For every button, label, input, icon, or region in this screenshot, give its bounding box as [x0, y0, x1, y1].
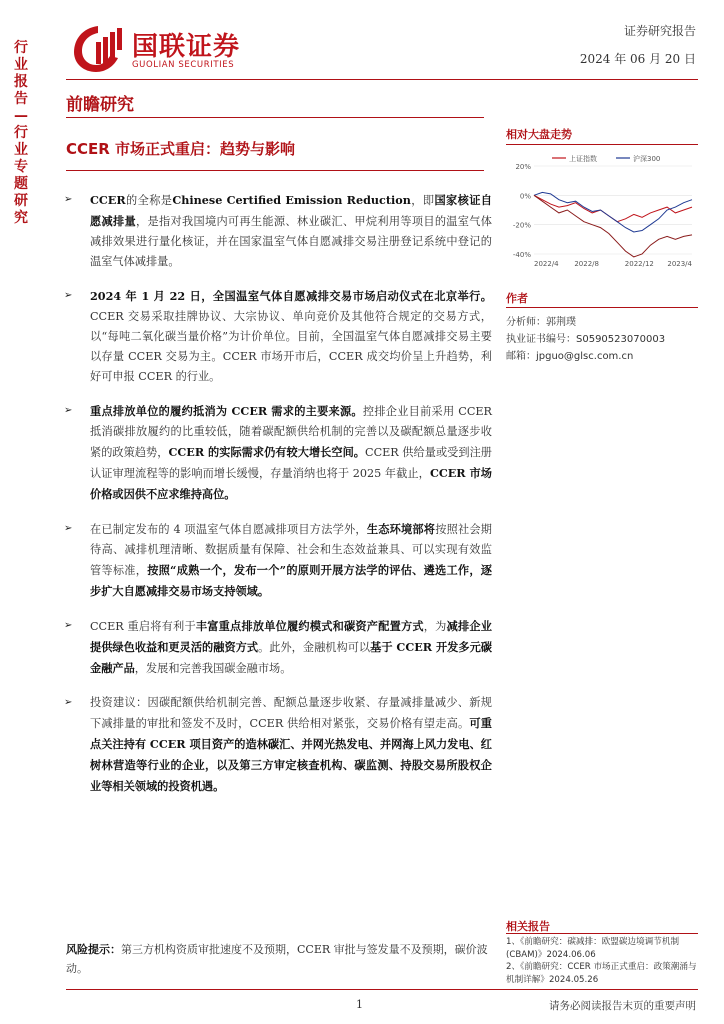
section-title: 前瞻研究	[66, 95, 134, 115]
headline-divider	[66, 170, 484, 171]
summary-bullet	[62, 616, 492, 679]
bullet-text: 控排企业目前采用 CCER 抵消碳排放履约的比重较低，随着碳配额供给机制的完善以及碳配额总量逐步收紧的政策趋势，	[90, 405, 492, 459]
summary-bullet	[62, 190, 492, 272]
bullet-text-bold: 减排企业提供绿色收益和更灵活的融资方式	[90, 619, 492, 654]
side-tag-char: 研	[14, 193, 28, 209]
bullet-text-bold: 丰富重点排放单位履约模式和碳资产配置方式	[195, 619, 424, 633]
side-tag-char: 告	[14, 91, 28, 107]
author-analyst-label: 分析师：	[506, 317, 546, 328]
bullet-text-bold: CCER 的实际需求仍有较大增长空间。	[168, 445, 366, 459]
side-tag-char: —	[14, 108, 28, 124]
bullet-text: ，即	[410, 194, 435, 207]
report-category-vertical-tag	[8, 40, 34, 240]
footer-divider	[66, 989, 698, 990]
chart-xtick-label: 2023/4	[667, 260, 692, 268]
author-title: 作者	[506, 292, 528, 305]
bullet-text: 的全称是	[125, 194, 173, 207]
chart-series-line	[534, 195, 692, 257]
related-reports-title: 相关报告	[506, 920, 550, 933]
author-email	[506, 347, 633, 362]
bullet-text: CCER 交易采取挂牌协议、大宗协议、单向竞价及其他符合规定的交易方式，以“每吨二氧化碳当量价格”为计价单位。目前，全国温室气体自愿减排交易主要以存量 CCER 交易为主。CCER 市场开市后，CCER 成交均价呈上升趋势，利好可申报 CCER 的行业。	[90, 310, 492, 383]
side-tag-char: 究	[14, 210, 28, 226]
side-tag-char: 行	[14, 40, 28, 56]
chart-xtick-label: 2022/12	[624, 260, 654, 268]
report-type: 证券研究报告	[623, 24, 696, 38]
summary-bullet	[62, 519, 492, 602]
related-report-item[interactable]: 2、《前瞻研究：CCER 市场正式重启：政策潮涌与机制详解》2024.05.26	[506, 962, 697, 985]
bullet-text: 按照社会期待高、减排机理清晰、数据质量有保障、社会和生态效益兼具、可以实现有效监管等标准，	[90, 523, 492, 577]
author-cert	[506, 330, 665, 345]
related-report-item[interactable]: 1、《前瞻研究：碳减排：欧盟碳边境调节机制(CBAM)》2024.06.06	[506, 937, 680, 960]
side-tag-char: 专	[14, 159, 28, 175]
bullet-text: CCER 重启将有利于	[90, 620, 196, 633]
section-divider	[66, 117, 484, 118]
bullet-text: 。此外，金融机构可以	[258, 641, 371, 654]
side-tag-char: 业	[14, 142, 28, 158]
chart-legend-label: 沪深300	[633, 155, 661, 163]
chart-ytick-label: -20%	[512, 221, 531, 230]
author-analyst	[506, 313, 576, 328]
bullet-text-bold: 按照“成熟一个，发布一个”的原则开展方法学的评估、遴选工作，逐步扩大自愿减排交易市场支持领域。	[90, 563, 492, 598]
summary-bullet	[62, 693, 492, 797]
footer-disclaimer: 请务必阅读报告末页的重要声明	[549, 1000, 696, 1012]
chart-legend-label: 上证指数	[569, 155, 597, 163]
chart-title: 相对大盘走势	[506, 128, 572, 141]
chart-ytick-label: 20%	[515, 163, 531, 171]
author-title-divider	[506, 307, 698, 308]
bullet-text-bold: 重点排放单位的履约抵消为 CCER 需求的主要来源。	[90, 404, 363, 418]
relative-performance-chart	[506, 150, 698, 272]
header-divider	[66, 79, 698, 80]
bullet-text-bold: CCER	[90, 193, 126, 207]
author-cert-label: 执业证书编号：	[506, 334, 576, 345]
bullet-text-bold: 生态环境部将	[366, 522, 436, 536]
bullet-text: ，是指对我国境内可再生能源、林业碳汇、甲烷利用等项目的温室气体减排效果进行量化核证，并在国家温室气体自愿减排交易注册登记系统中登记的温室气体减排量。	[90, 215, 492, 268]
bullet-text-bold: CCER 市场价格或因供不应求维持高位。	[90, 466, 492, 501]
logo-name-en: GUOLIAN SECURITIES	[132, 60, 235, 70]
bullet-text: ，为	[423, 620, 447, 633]
author-cert-value: S0590523070003	[576, 334, 666, 345]
bullet-text: 在已制定发布的 4 项温室气体自愿减排项目方法学外，	[90, 523, 367, 536]
report-date: 2024 年 06 月 20 日	[579, 52, 696, 66]
summary-bullet	[62, 286, 492, 387]
bullet-text: ，发展和完善我国碳金融市场。	[134, 662, 292, 675]
side-tag-char: 报	[14, 74, 28, 90]
chart-xtick-label: 2022/8	[574, 260, 599, 268]
report-headline: CCER 市场正式重启：趋势与影响	[66, 140, 296, 158]
bullet-text-bold: 基于 CCER 开发多元碳金融产品	[90, 640, 492, 675]
bullet-arrow-icon: ➢	[64, 697, 73, 708]
bullet-text-bold: Chinese Certified Emission Reduction	[172, 193, 411, 207]
side-tag-char: 题	[14, 176, 28, 192]
summary-bullets	[62, 190, 492, 811]
side-tag-char: 业	[14, 57, 28, 73]
bullet-arrow-icon: ➢	[64, 620, 73, 631]
related-reports-divider	[506, 933, 698, 934]
summary-bullet	[62, 401, 492, 505]
author-email-label: 邮箱：	[506, 351, 536, 362]
logo-name-cn: 国联证券	[132, 32, 241, 62]
risk-warning	[66, 940, 496, 978]
author-email-value[interactable]: jpguo@glsc.com.cn	[536, 351, 634, 362]
bullet-arrow-icon: ➢	[64, 290, 73, 301]
bullet-text-bold: 2024 年 1 月 22 日，全国温室气体自愿减排交易市场启动仪式在北京举行。	[90, 289, 492, 303]
risk-text: 第三方机构资质审批速度不及预期，CCER 审批与签发量不及预期，碳价波动。	[66, 943, 488, 975]
risk-label: 风险提示：	[66, 943, 121, 956]
chart-xtick-label: 2022/4	[534, 260, 559, 268]
page-number: 1	[356, 998, 363, 1011]
bullet-text: 投资建议：因碳配额供给机制完善、配额总量逐步收紧、存量减排量减少、新规下减排量的审批和签发不及时，CCER 供给相对紧张，交易价格有望走高。	[90, 696, 492, 730]
chart-title-divider	[506, 144, 698, 145]
side-tag-char: 行	[14, 125, 28, 141]
chart-ytick-label: 0%	[519, 192, 531, 201]
bullet-arrow-icon: ➢	[64, 523, 73, 534]
bullet-arrow-icon: ➢	[64, 194, 73, 205]
chart-ytick-label: -40%	[512, 251, 531, 259]
bullet-text: CCER 供给量或受到注册认证审理流程等的影响而增长缓慢，存量消纳也将于 2025 年截止，	[90, 446, 492, 480]
author-analyst-value: 郭荆璞	[546, 317, 576, 328]
bullet-text-bold: 国家核证自愿减排量	[90, 193, 492, 228]
bullet-text-bold: 可重点关注持有 CCER 项目资产的造林碳汇、并网光热发电、并网海上风力发电、红树林营造等行业的企业，以及第三方审定核查机构、碳监测、持股交易所股权企业等相关领域的投资机遇。	[90, 716, 492, 793]
bullet-arrow-icon: ➢	[64, 405, 73, 416]
